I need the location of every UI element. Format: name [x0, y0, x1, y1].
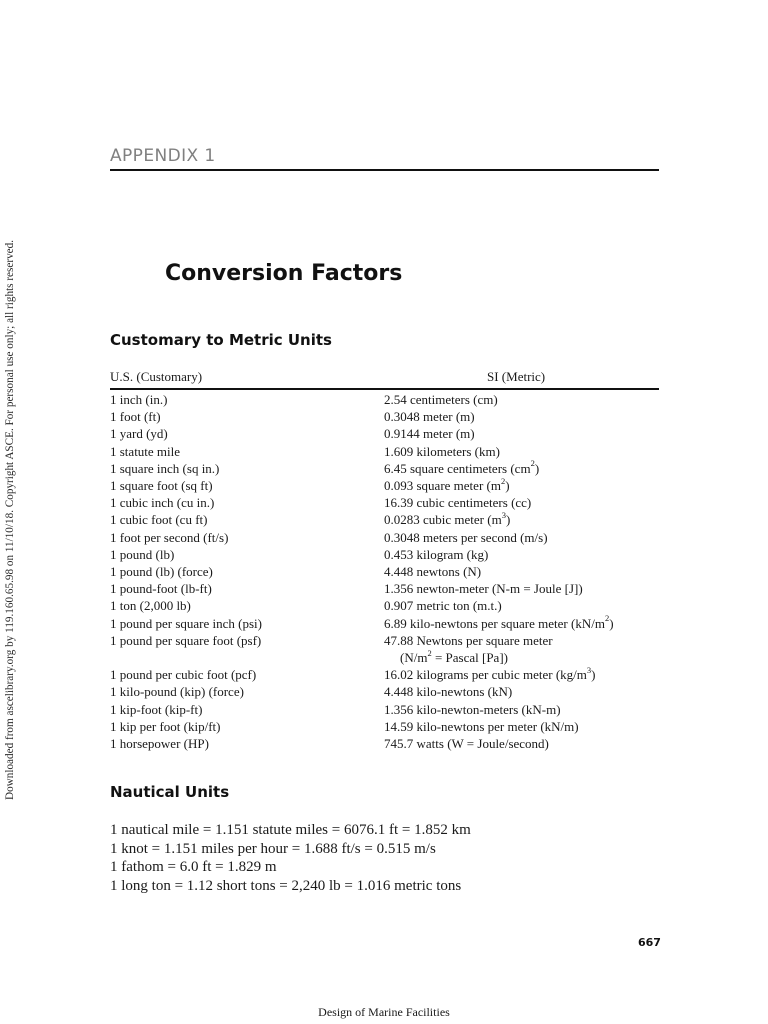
si-value-suffix: ): [505, 512, 511, 528]
si-value-text: 0.907 metric ton (m.t.): [384, 598, 502, 614]
us-unit-cell: 1 foot per second (ft/s): [110, 529, 229, 545]
table-row: [110, 666, 670, 683]
table-row: [110, 735, 670, 752]
table-row: [110, 701, 670, 718]
table-row: [110, 443, 670, 460]
nautical-line: 1 knot = 1.151 miles per hour = 1.688 ft/s = 0.515 m/s: [110, 840, 436, 857]
table-row: [110, 546, 670, 563]
continuation-text: (N/m: [400, 650, 428, 666]
us-unit-cell: 1 pound-foot (lb-ft): [110, 581, 212, 597]
column-header-si: SI (Metric): [487, 369, 546, 384]
si-unit-cell: [384, 460, 670, 477]
unit-exponent: 2: [427, 647, 432, 658]
si-unit-cell: [384, 391, 670, 408]
table-row: [110, 580, 670, 597]
si-value-text: 16.02 kilograms per cubic meter (kg/m: [384, 667, 587, 683]
si-value-text: 1.356 kilo-newton-meters (kN-m): [384, 701, 561, 717]
si-unit-cell: [384, 494, 670, 511]
table-row: [110, 718, 670, 735]
si-unit-cell: [384, 701, 670, 718]
si-unit-cell: [384, 529, 670, 546]
nautical-line: 1 long ton = 1.12 short tons = 2,240 lb = 1.016 metric tons: [110, 877, 462, 894]
si-value-text: 16.39 cubic centimeters (cc): [384, 495, 532, 511]
si-unit-cell: [384, 683, 670, 700]
si-value-text: 1.609 kilometers (km): [384, 443, 500, 459]
us-unit-cell: 1 yard (yd): [110, 426, 168, 442]
table-row: [110, 615, 670, 632]
table-row: [110, 408, 670, 425]
table-row: [110, 511, 670, 528]
si-value-text: 0.9144 meter (m): [384, 426, 475, 442]
us-unit-cell: 1 pound per square foot (psf): [110, 632, 262, 648]
us-unit-cell: 1 square inch (sq in.): [110, 460, 220, 476]
table-row: [110, 632, 670, 666]
si-value-text: 0.0283 cubic meter (m: [384, 512, 502, 528]
si-value-text: 2.54 centimeters (cm): [384, 392, 498, 407]
us-unit-cell: 1 square foot (sq ft): [110, 478, 213, 494]
table-row: [110, 683, 670, 700]
download-notice: [2, 230, 20, 800]
si-value-text: 47.88 Newtons per square meter: [384, 632, 553, 648]
si-unit-cell: [384, 666, 670, 683]
si-unit-cell: [384, 546, 670, 563]
download-notice-text: Downloaded from ascelibrary.org by 119.160.65.98 on 11/10/18. Copyright ASCE. For personal use only; all rights reserved.: [4, 239, 16, 800]
continuation-suffix: = Pascal [Pa]): [431, 650, 508, 666]
si-value-text: 14.59 kilo-newtons per meter (kN/m): [384, 718, 579, 734]
us-unit-cell: 1 pound (lb): [110, 546, 175, 562]
si-unit-cell: [384, 615, 670, 632]
table-row: [110, 597, 670, 614]
table-row: [110, 391, 670, 408]
page-number: 667: [638, 936, 661, 949]
table-row: [110, 494, 670, 511]
si-value-continuation: [384, 649, 670, 666]
si-unit-cell: [384, 477, 670, 494]
conversion-table: [110, 391, 670, 752]
section-heading-nautical: Nautical Units: [110, 783, 230, 801]
unit-exponent: 2: [604, 613, 610, 624]
si-value-text: 0.093 square meter (m: [384, 478, 501, 494]
si-value-text: 745.7 watts (W = Joule/second): [384, 736, 549, 752]
us-unit-cell: 1 inch (in.): [110, 392, 168, 407]
si-value-suffix: ): [505, 478, 510, 494]
si-unit-cell: [384, 735, 670, 752]
appendix-label: APPENDIX 1: [110, 146, 216, 166]
footer-book-title: Design of Marine Facilities: [318, 1005, 450, 1019]
us-unit-cell: 1 horsepower (HP): [110, 736, 209, 752]
si-value-suffix: ): [609, 615, 614, 631]
unit-exponent: 2: [500, 475, 506, 486]
column-header-us: U.S. (Customary): [110, 369, 203, 384]
nautical-line: 1 fathom = 6.0 ft = 1.829 m: [110, 859, 277, 875]
si-value-text: 6.45 square centimeters (cm: [384, 460, 531, 476]
nautical-units-list: [110, 821, 471, 895]
table-rule: [110, 388, 659, 390]
us-unit-cell: 1 kip per foot (kip/ft): [110, 718, 221, 734]
table-row: [110, 529, 670, 546]
si-unit-cell: [384, 632, 670, 666]
unit-exponent: 3: [501, 510, 506, 521]
unit-exponent: 2: [530, 458, 535, 469]
unit-exponent: 3: [586, 664, 592, 675]
si-value-suffix: ): [591, 667, 596, 683]
us-unit-cell: 1 kilo-pound (kip) (force): [110, 684, 244, 700]
si-value-text: 0.3048 meter (m): [384, 409, 475, 425]
si-value-text: 1.356 newton-meter (N-m = Joule [J]): [384, 581, 583, 597]
si-value-text: 6.89 kilo-newtons per square meter (kN/m: [384, 615, 605, 631]
nautical-line: 1 nautical mile = 1.151 statute miles = 6076.1 ft = 1.852 km: [110, 822, 471, 838]
si-value-text: 4.448 newtons (N): [384, 564, 482, 580]
table-row: [110, 425, 670, 442]
si-unit-cell: [384, 511, 670, 528]
si-value-text: 4.448 kilo-newtons (kN): [384, 684, 513, 700]
us-unit-cell: 1 foot (ft): [110, 409, 161, 425]
us-unit-cell: 1 pound per cubic foot (pcf): [110, 667, 257, 683]
section-heading-customary: Customary to Metric Units: [110, 331, 332, 349]
table-row: [110, 563, 670, 580]
us-unit-cell: 1 ton (2,000 lb): [110, 598, 191, 614]
header-rule: [110, 169, 659, 171]
si-unit-cell: [384, 443, 670, 460]
si-unit-cell: [384, 408, 670, 425]
si-value-text: 0.3048 meters per second (m/s): [384, 529, 548, 545]
us-unit-cell: 1 cubic inch (cu in.): [110, 495, 215, 511]
table-row: [110, 477, 670, 494]
si-unit-cell: [384, 580, 670, 597]
us-unit-cell: 1 statute mile: [110, 443, 181, 459]
si-unit-cell: [384, 425, 670, 442]
si-unit-cell: [384, 597, 670, 614]
table-row: [110, 460, 670, 477]
si-value-text: 0.453 kilogram (kg): [384, 546, 489, 562]
page-title: Conversion Factors: [165, 261, 403, 286]
us-unit-cell: 1 kip-foot (kip-ft): [110, 701, 203, 717]
si-unit-cell: [384, 718, 670, 735]
us-unit-cell: 1 cubic foot (cu ft): [110, 512, 208, 528]
si-unit-cell: [384, 563, 670, 580]
si-value-suffix: ): [534, 460, 540, 476]
us-unit-cell: 1 pound (lb) (force): [110, 564, 213, 580]
us-unit-cell: 1 pound per square inch (psi): [110, 615, 262, 631]
